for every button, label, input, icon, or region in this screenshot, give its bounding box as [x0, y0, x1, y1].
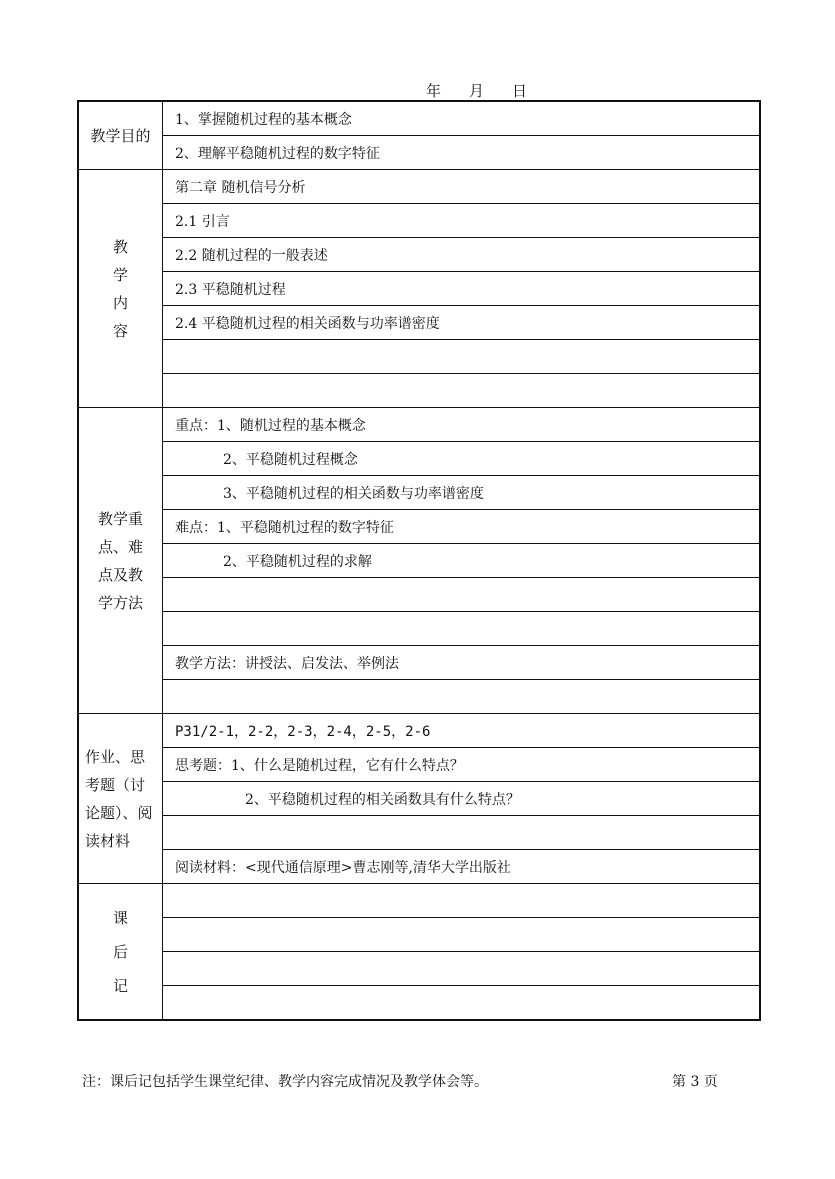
content-item	[163, 374, 760, 408]
homework-item	[163, 816, 760, 850]
table-row	[79, 272, 760, 306]
content-item: 2.1 引言	[163, 204, 760, 238]
table-row	[79, 884, 760, 918]
notes-item	[163, 884, 760, 918]
key-point-item: 难点：1、平稳随机过程的数字特征	[163, 510, 760, 544]
table-row	[79, 782, 760, 816]
notes-item	[163, 952, 760, 986]
table-row	[79, 374, 760, 408]
content-item: 2.2 随机过程的一般表述	[163, 238, 760, 272]
content-item	[163, 340, 760, 374]
table-row	[79, 442, 760, 476]
table-row	[79, 136, 760, 170]
date-line	[426, 80, 527, 101]
table-row	[79, 238, 760, 272]
key-point-item: 教学方法：讲授法、启发法、举例法	[163, 646, 760, 680]
table-row	[79, 306, 760, 340]
table-row	[79, 204, 760, 238]
date-year: 年	[426, 82, 442, 100]
key-point-item	[163, 578, 760, 612]
homework-item: 阅读材料：<现代通信原理>曹志刚等,清华大学出版社	[163, 850, 760, 884]
table-row	[79, 646, 760, 680]
content-item: 2.4 平稳随机过程的相关函数与功率谱密度	[163, 306, 760, 340]
table-row	[79, 748, 760, 782]
key-point-item: 2、平稳随机过程概念	[163, 442, 760, 476]
page-number: 第 3 页	[672, 1074, 718, 1090]
key-point-item: 重点：1、随机过程的基本概念	[163, 408, 760, 442]
lesson-plan-table	[78, 101, 760, 1020]
objective-item: 2、理解平稳随机过程的数字特征	[163, 136, 760, 170]
homework-label: 作业、思 考题（讨 论题）、阅 读材料	[79, 714, 163, 884]
table-row	[79, 476, 760, 510]
table-row	[79, 578, 760, 612]
key-points-label: 教学重 点、难 点及教 学方法	[79, 408, 163, 714]
content-item: 2.3 平稳随机过程	[163, 272, 760, 306]
table-row	[79, 510, 760, 544]
footer-note: 注：课后记包括学生课堂纪律、教学内容完成情况及教学体会等。	[82, 1074, 488, 1090]
key-point-item: 2、平稳随机过程的求解	[163, 544, 760, 578]
table-row	[79, 986, 760, 1020]
key-point-item	[163, 612, 760, 646]
table-row	[79, 170, 760, 204]
notes-item	[163, 986, 760, 1020]
objective-item: 1、掌握随机过程的基本概念	[163, 102, 760, 136]
table-row	[79, 340, 760, 374]
objectives-label: 教学目的	[79, 102, 163, 170]
content-label: 教 学 内 容	[79, 170, 163, 408]
table-row	[79, 680, 760, 714]
key-point-item	[163, 680, 760, 714]
homework-item: 2、平稳随机过程的相关函数具有什么特点？	[163, 782, 760, 816]
table-row	[79, 952, 760, 986]
homework-item: 思考题：1、什么是随机过程，它有什么特点？	[163, 748, 760, 782]
table-row	[79, 918, 760, 952]
notes-item	[163, 918, 760, 952]
table-row	[79, 102, 760, 136]
date-month: 月	[469, 82, 485, 100]
date-day: 日	[512, 82, 528, 100]
table-row	[79, 816, 760, 850]
table-row	[79, 850, 760, 884]
content-item: 第二章 随机信号分析	[163, 170, 760, 204]
table-row	[79, 612, 760, 646]
table-row	[79, 714, 760, 748]
notes-label: 课 后 记	[79, 884, 163, 1020]
table-row	[79, 544, 760, 578]
homework-item: P31/2-1，2-2，2-3，2-4，2-5，2-6	[163, 714, 760, 748]
table-row	[79, 408, 760, 442]
key-point-item: 3、平稳随机过程的相关函数与功率谱密度	[163, 476, 760, 510]
